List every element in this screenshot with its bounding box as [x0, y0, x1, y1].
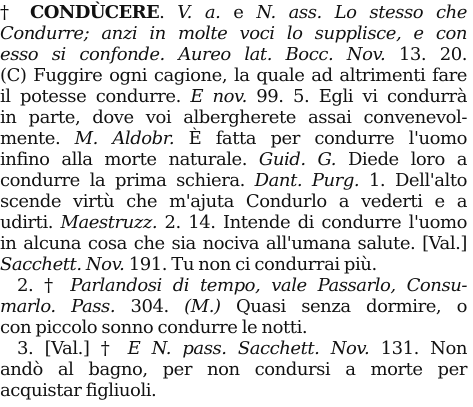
quotation: (C) Fuggire ogni cagione, la quale ad altrimenti fare — [0, 65, 467, 86]
sense-number: 3. [Val.] † — [17, 338, 128, 359]
source-mark: (M.) — [184, 296, 221, 317]
entry-line-1: † CONDÙCERE. V. a. e N. ass. Lo stesso che — [0, 2, 467, 23]
sense-number: 2. † — [17, 275, 71, 296]
citation-source: E N. pass. Sacchett. Nov. — [127, 338, 370, 359]
entry-line-13: Sacchett. Nov. 191. Tu non ci condurrai più. — [0, 254, 377, 275]
citation-source: Maestruzz. — [60, 212, 158, 233]
quotation: andò al bagno, per non condursi a morte per — [0, 359, 467, 380]
entry-line-12 — [0, 233, 467, 254]
sense-3-line-2 — [0, 359, 467, 380]
quotation: scende virtù che m'ajuta Condurlo a vederti e a — [0, 191, 467, 212]
quotation: con piccolo sonno condurre le notti. — [0, 317, 308, 338]
quotation: in parte, dove voi albergherete assai convenevol- — [0, 107, 467, 128]
entry-line-2 — [0, 23, 467, 44]
grammar-abbrev: N. ass. — [256, 2, 322, 23]
definition: Parlandosi di tempo, vale Passarlo, Consu- — [70, 275, 468, 296]
citation-source: Dant. Purg. — [254, 170, 360, 191]
citation-source: Bocc. — [285, 44, 334, 65]
quotation: acquistar figliuoli. — [0, 380, 157, 401]
citation-source: Guid. G. — [258, 149, 337, 170]
entry-line-10 — [0, 191, 467, 212]
citation-ref: 13. 20. — [398, 44, 467, 65]
entry-line-4 — [0, 65, 467, 86]
definition: Lo stesso che — [321, 2, 467, 23]
citation-source: M. Aldobr. — [74, 128, 175, 149]
entry-line-7: mente. M. Aldobr. È fatta per condurre l'uomo — [0, 128, 467, 149]
entry-line-8: infino alla morte naturale. Guid. G. Diede loro a — [0, 149, 467, 170]
entry-line-6 — [0, 107, 467, 128]
entry-line-3: esso si confonde. Aureo lat. Bocc. Nov. 13. 20. — [0, 44, 467, 65]
quotation: in alcuna cosa che sia nociva all'umana salute. [Val.] — [0, 233, 467, 254]
dagger-mark: † — [0, 2, 31, 23]
entry-line-9: condurre la prima schiera. Dant. Purg. 1. Dell'alto — [0, 170, 468, 191]
citation-source: E nov. — [190, 86, 247, 107]
entry-line-11: udirti. Maestruzz. 2. 14. Intende di condurre l'uomo — [0, 212, 468, 233]
headword: CONDÙCERE — [30, 2, 160, 23]
definition: Condurre; anzi in molte voci lo supplisce, e con — [0, 23, 467, 44]
sense-2-line-1 — [17, 275, 467, 296]
sense-2-line-2: marlo. Pass. 304. (M.) Quasi senza dormire, o — [0, 296, 467, 317]
citation-source: Pass. — [71, 296, 116, 317]
sense-2-line-3 — [0, 317, 307, 338]
citation-source: Sacchett. — [0, 254, 82, 275]
grammar-abbrev: V. a. — [177, 2, 234, 23]
sense-3-line-3 — [0, 380, 156, 401]
sense-3-line-1: 3. [Val.] † E N. pass. Sacchett. Nov. 131. Non — [17, 338, 467, 359]
entry-line-5: il potesse condurre. E nov. 99. 5. Egli vi condurrà — [0, 86, 467, 107]
